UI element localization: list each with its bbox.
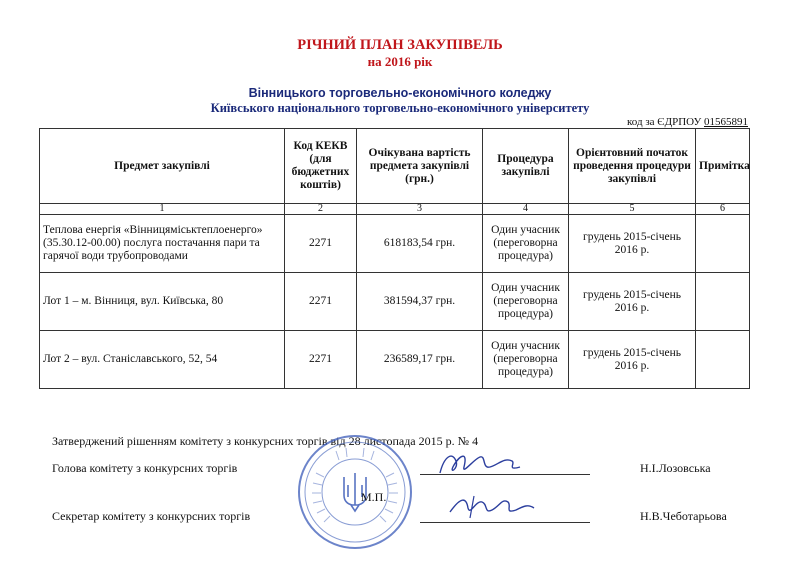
seal-place-mark: М.П. bbox=[361, 490, 387, 504]
column-header: Примітка bbox=[696, 129, 750, 204]
chair-signature-icon bbox=[434, 447, 524, 481]
note-cell bbox=[696, 273, 750, 331]
secretary-signature-icon bbox=[446, 492, 536, 522]
table-row bbox=[40, 273, 750, 331]
procedure-cell: Один учасник (переговорна процедура) bbox=[483, 331, 569, 389]
column-header: Процедура закупівлі bbox=[483, 129, 569, 204]
column-number: 2 bbox=[285, 204, 357, 215]
kekv-cell: 2271 bbox=[285, 331, 357, 389]
document-year: на 2016 рік bbox=[367, 54, 433, 69]
kekv-cell: 2271 bbox=[285, 215, 357, 273]
organization-name: Вінницького торговельно-економічного коледжу bbox=[248, 86, 552, 100]
cost-cell: 618183,54 грн. bbox=[357, 215, 483, 273]
edrpou-value: 01565891 bbox=[704, 116, 748, 128]
table-row bbox=[40, 331, 750, 389]
column-number: 1 bbox=[40, 204, 285, 215]
column-header: Орієнтовний початок проведення процедури закупівлі bbox=[569, 129, 696, 204]
chair-name: Н.І.Лозовська bbox=[640, 461, 711, 475]
secretary-role: Секретар комітету з конкурсних торгів bbox=[52, 509, 251, 523]
start-cell: грудень 2015-січень 2016 р. bbox=[569, 215, 696, 273]
cost-cell: 236589,17 грн. bbox=[357, 331, 483, 389]
subject-cell: Лот 2 – вул. Станіславського, 52, 54 bbox=[40, 331, 285, 389]
subject-cell: Теплова енергія «Вінницяміськтеплоенерго» (35.30.12-00.00) послуга постачання пари та гарячої води трубопроводами bbox=[40, 215, 285, 273]
chair-role: Голова комітету з конкурсних торгів bbox=[52, 461, 238, 475]
edrpou-code bbox=[627, 116, 748, 128]
note-cell bbox=[696, 331, 750, 389]
secretary-name: Н.В.Чеботарьова bbox=[640, 509, 727, 523]
signature-line bbox=[420, 522, 590, 523]
column-number: 5 bbox=[569, 204, 696, 215]
start-cell: грудень 2015-січень 2016 р. bbox=[569, 331, 696, 389]
column-number: 6 bbox=[696, 204, 750, 215]
start-cell: грудень 2015-січень 2016 р. bbox=[569, 273, 696, 331]
column-number-row bbox=[40, 204, 750, 215]
edrpou-label: код за ЄДРПОУ bbox=[627, 116, 702, 128]
column-number: 4 bbox=[483, 204, 569, 215]
subject-cell: Лот 1 – м. Вінниця, вул. Київська, 80 bbox=[40, 273, 285, 331]
column-header: Предмет закупівлі bbox=[40, 129, 285, 204]
procurement-table bbox=[39, 128, 750, 389]
table-header-row bbox=[40, 129, 750, 204]
column-header: Код КЕКВ (для бюджетних коштів) bbox=[285, 129, 357, 204]
signature-line bbox=[420, 474, 590, 475]
column-number: 3 bbox=[357, 204, 483, 215]
seal-stamp-icon bbox=[296, 433, 414, 551]
procedure-cell: Один учасник (переговорна процедура) bbox=[483, 215, 569, 273]
procedure-cell: Один учасник (переговорна процедура) bbox=[483, 273, 569, 331]
cost-cell: 381594,37 грн. bbox=[357, 273, 483, 331]
table-row bbox=[40, 215, 750, 273]
document-title: РІЧНИЙ ПЛАН ЗАКУПІВЕЛЬ bbox=[297, 37, 503, 53]
column-header: Очікувана вартість предмета закупівлі (грн.) bbox=[357, 129, 483, 204]
parent-organization: Київського національного торговельно-економічного університету bbox=[210, 101, 590, 115]
note-cell bbox=[696, 215, 750, 273]
kekv-cell: 2271 bbox=[285, 273, 357, 331]
approval-statement: Затверджений рішенням комітету з конкурсних торгів від 28 листопада 2015 р. № 4 bbox=[52, 434, 479, 448]
